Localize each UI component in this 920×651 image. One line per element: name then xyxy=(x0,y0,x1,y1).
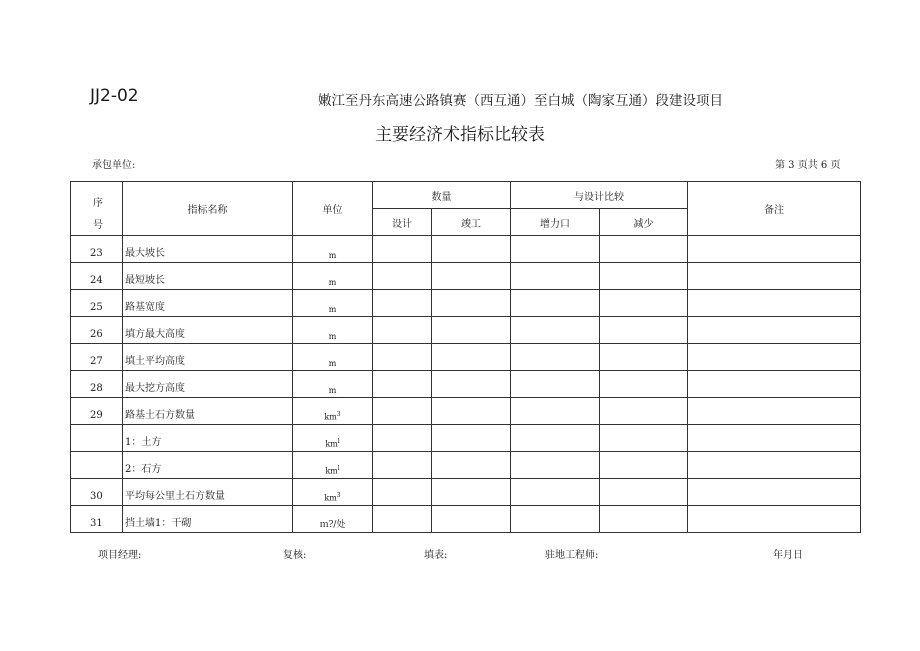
row-unit-text: m xyxy=(328,278,337,287)
row-unit-text: m xyxy=(328,332,337,341)
cell-remark xyxy=(688,371,861,398)
cell-design xyxy=(373,344,432,371)
cell-completed xyxy=(432,425,511,452)
row-unit xyxy=(293,290,373,317)
row-indicator-name: 填方最大高度 xyxy=(123,317,293,344)
table-row xyxy=(71,344,861,371)
table-row xyxy=(71,290,861,317)
cell-completed xyxy=(432,371,511,398)
cell-design xyxy=(373,506,432,533)
row-unit xyxy=(293,506,373,533)
cell-remark xyxy=(688,344,861,371)
cell-decrease xyxy=(600,290,688,317)
row-unit xyxy=(293,425,373,452)
row-unit xyxy=(293,398,373,425)
cell-increase xyxy=(511,425,600,452)
cell-increase xyxy=(511,371,600,398)
row-seq xyxy=(71,452,123,479)
cell-remark xyxy=(688,452,861,479)
row-unit-text: m xyxy=(328,305,337,314)
table-row xyxy=(71,263,861,290)
table-row xyxy=(71,398,861,425)
cell-remark xyxy=(688,398,861,425)
resident-engineer-label: 驻地工程师: xyxy=(545,550,599,561)
row-unit-text: m xyxy=(328,251,337,260)
cell-decrease xyxy=(600,425,688,452)
cell-completed xyxy=(432,344,511,371)
project-manager-label: 项目经理: xyxy=(98,550,142,561)
row-indicator-name: 1：土方 xyxy=(123,425,293,452)
cell-completed xyxy=(432,290,511,317)
row-indicator-name: 最大挖方高度 xyxy=(123,371,293,398)
table-row xyxy=(71,425,861,452)
header-remark: 备注 xyxy=(688,182,861,236)
filler-label: 填表: xyxy=(424,550,448,561)
cell-completed xyxy=(432,236,511,263)
row-unit xyxy=(293,479,373,506)
cell-completed xyxy=(432,398,511,425)
cell-remark xyxy=(688,317,861,344)
cell-design xyxy=(373,479,432,506)
cell-remark xyxy=(688,263,861,290)
row-unit-text: m xyxy=(328,359,337,368)
document-code: JJ2-02 xyxy=(90,86,139,106)
indicator-comparison-table xyxy=(70,181,861,533)
row-unit-text: ｍ?/处 xyxy=(319,520,346,530)
cell-remark xyxy=(688,506,861,533)
cell-design xyxy=(373,371,432,398)
row-unit-text: km xyxy=(325,467,338,476)
header-design: 设计 xyxy=(373,209,432,236)
cell-remark xyxy=(688,425,861,452)
cell-remark xyxy=(688,479,861,506)
row-indicator-name: 路基土石方数量 xyxy=(123,398,293,425)
row-unit xyxy=(293,317,373,344)
row-seq: 24 xyxy=(71,263,123,290)
row-seq: 29 xyxy=(71,398,123,425)
cell-design xyxy=(373,317,432,344)
cell-decrease xyxy=(600,371,688,398)
row-seq: 25 xyxy=(71,290,123,317)
cell-design xyxy=(373,236,432,263)
reviewer-label: 复核: xyxy=(283,550,307,561)
cell-increase xyxy=(511,344,600,371)
row-indicator-name: 最短坡长 xyxy=(123,263,293,290)
cell-increase xyxy=(511,317,600,344)
cell-decrease xyxy=(600,398,688,425)
row-unit xyxy=(293,263,373,290)
cell-remark xyxy=(688,290,861,317)
date-label: 年月日 xyxy=(773,550,803,561)
cell-decrease xyxy=(600,344,688,371)
cell-completed xyxy=(432,506,511,533)
header-compare: 与设计比较 xyxy=(511,182,688,209)
cell-decrease xyxy=(600,236,688,263)
cell-remark xyxy=(688,236,861,263)
row-unit-sup: l xyxy=(337,465,340,473)
header-seq xyxy=(71,182,123,236)
row-seq: 28 xyxy=(71,371,123,398)
cell-decrease xyxy=(600,479,688,506)
table-row xyxy=(71,371,861,398)
cell-decrease xyxy=(600,506,688,533)
cell-decrease xyxy=(600,263,688,290)
cell-increase xyxy=(511,452,600,479)
cell-completed xyxy=(432,479,511,506)
cell-design xyxy=(373,398,432,425)
cell-design xyxy=(373,263,432,290)
cell-design xyxy=(373,452,432,479)
row-indicator-name: 挡土墙1：干砌 xyxy=(123,506,293,533)
cell-increase xyxy=(511,236,600,263)
header-completed: 竣工 xyxy=(432,209,511,236)
cell-design xyxy=(373,290,432,317)
row-unit xyxy=(293,452,373,479)
header-seq-top: 序 xyxy=(93,198,103,209)
row-unit-sup: 3 xyxy=(336,411,341,419)
header-indicator-name: 指标名称 xyxy=(123,182,293,236)
form-title: 主要经济术指标比较表 xyxy=(375,125,545,145)
project-title: 嫩江至丹东高速公路镇赛（西互通）至白城（陶家互通）段建设项目 xyxy=(318,93,723,109)
row-indicator-name: 路基宽度 xyxy=(123,290,293,317)
page-number: 第 3 页共 6 页 xyxy=(775,160,841,171)
header-seq-bottom: 号 xyxy=(93,220,103,231)
row-seq: 23 xyxy=(71,236,123,263)
row-seq: 26 xyxy=(71,317,123,344)
row-seq: 31 xyxy=(71,506,123,533)
cell-completed xyxy=(432,452,511,479)
row-indicator-name: 平均每公里土石方数量 xyxy=(123,479,293,506)
row-unit-sup: l xyxy=(337,438,340,446)
table-row xyxy=(71,317,861,344)
cell-design xyxy=(373,425,432,452)
row-unit-text: km xyxy=(324,494,337,503)
header-unit: 单位 xyxy=(293,182,373,236)
row-unit xyxy=(293,236,373,263)
row-indicator-name: 最大坡长 xyxy=(123,236,293,263)
table-row xyxy=(71,506,861,533)
cell-decrease xyxy=(600,452,688,479)
table-row xyxy=(71,452,861,479)
row-unit-text: km xyxy=(325,440,338,449)
cell-completed xyxy=(432,317,511,344)
row-unit-text: km xyxy=(324,413,337,422)
row-seq: 27 xyxy=(71,344,123,371)
header-increase: 增力口 xyxy=(511,209,600,236)
row-seq: 30 xyxy=(71,479,123,506)
cell-increase xyxy=(511,506,600,533)
cell-completed xyxy=(432,263,511,290)
table-row xyxy=(71,236,861,263)
table-row xyxy=(71,479,861,506)
header-decrease: 减少 xyxy=(600,209,688,236)
row-unit xyxy=(293,371,373,398)
contractor-label: 承包单位: xyxy=(92,160,136,171)
cell-increase xyxy=(511,263,600,290)
cell-decrease xyxy=(600,317,688,344)
signature-footer xyxy=(0,546,920,560)
header-quantity: 数量 xyxy=(373,182,511,209)
row-indicator-name: 2：石方 xyxy=(123,452,293,479)
row-unit-sup: 3 xyxy=(336,492,341,500)
row-unit xyxy=(293,344,373,371)
row-seq xyxy=(71,425,123,452)
cell-increase xyxy=(511,290,600,317)
row-indicator-name: 填土平均高度 xyxy=(123,344,293,371)
cell-increase xyxy=(511,479,600,506)
row-unit-text: m xyxy=(328,386,337,395)
cell-increase xyxy=(511,398,600,425)
